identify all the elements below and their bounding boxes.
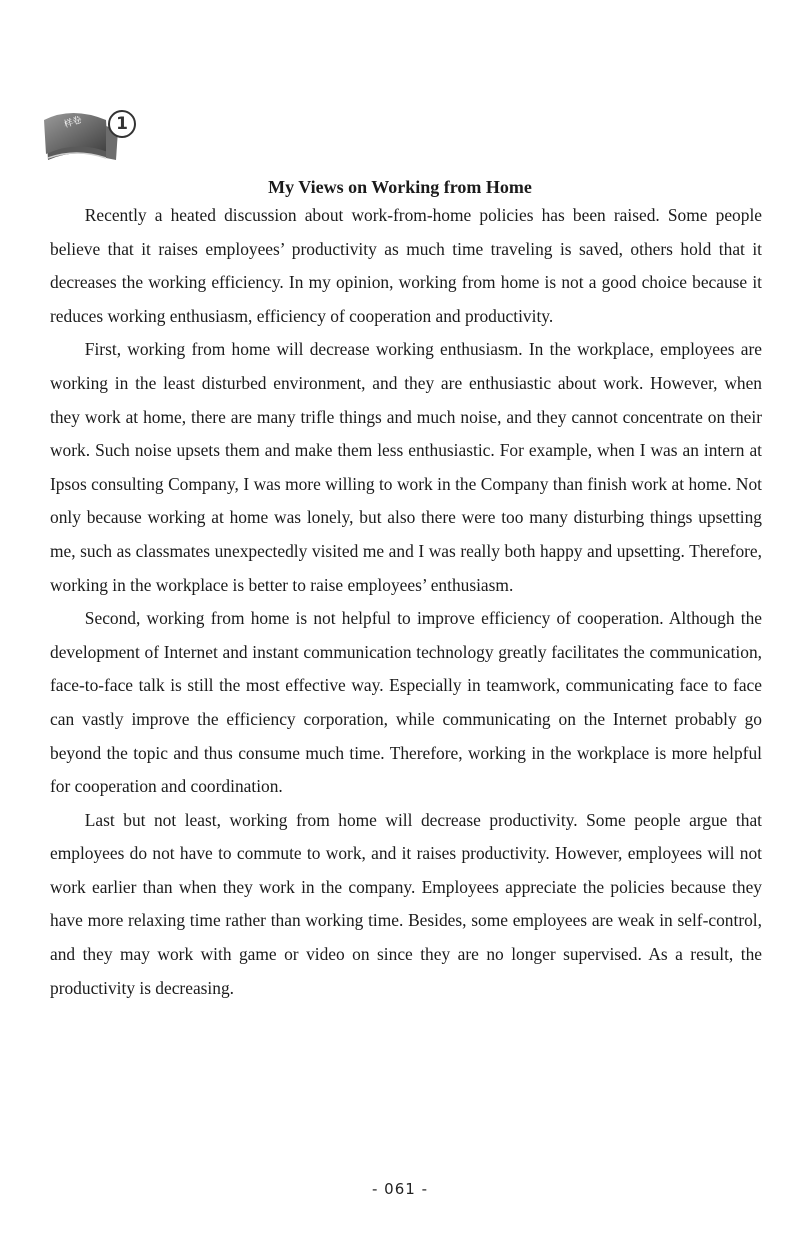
paragraph-second-point: Second, working from home is not helpful to improve efficiency of cooperation. Although the development of Internet and instant communication technology greatly facilitates the communication, face-to-face talk is still the most effective way. Especially in teamwork, communicating face to face can vastly improve the efficiency corporation, while communicating on the Internet probably go beyond the topic and thus consume much time. Therefore, working in the workplace is more helpful for cooperation and coordination. — [50, 608, 762, 797]
paragraph-third-point: Last but not least, working from home will decrease productivity. Some people argue that employees do not have to commute to work, and it raises productivity. However, employees will not work earlier than when they work in the company. Employees appreciate the policies because they have more relaxing time rather than working time. Besides, some employees are weak in self-control, and they may work with game or video on since they are no longer supervised. As a result, the productivity is decreasing. — [50, 809, 762, 998]
essay-number: 1 — [108, 110, 136, 138]
book-icon — [44, 104, 154, 170]
essay-badge — [44, 104, 154, 170]
essay-title: My Views on Working from Home — [268, 177, 532, 197]
page-number: - 061 - — [372, 1180, 428, 1198]
essay-body — [50, 199, 762, 1005]
badge-label: 样卷 — [62, 115, 84, 131]
paragraph-intro: Recently a heated discussion about work-from-home policies has been raised. Some people believe that it raises employees’ productivity as much time traveling is saved, others hold that it decreases the working efficiency. In my opinion, working from home is not a good choice because it reduces working enthusiasm, efficiency of cooperation and productivity. — [50, 205, 762, 326]
paragraph-first-point: First, working from home will decrease working enthusiasm. In the workplace, employees are working in the least disturbed environment, and they are enthusiastic about work. However, when they work at home, there are many trifle things and much noise, and they cannot concentrate on their work. Such noise upsets them and make them less enthusiastic. For example, when I was an intern at Ipsos consulting Company, I was more willing to work in the Company than finish work at home. Not only because working at home was lonely, but also there were too many disturbing things upsetting me, such as classmates unexpectedly visited me and I was really both happy and upsetting. Therefore, working in the workplace is better to raise employees’ enthusiasm. — [50, 339, 762, 595]
